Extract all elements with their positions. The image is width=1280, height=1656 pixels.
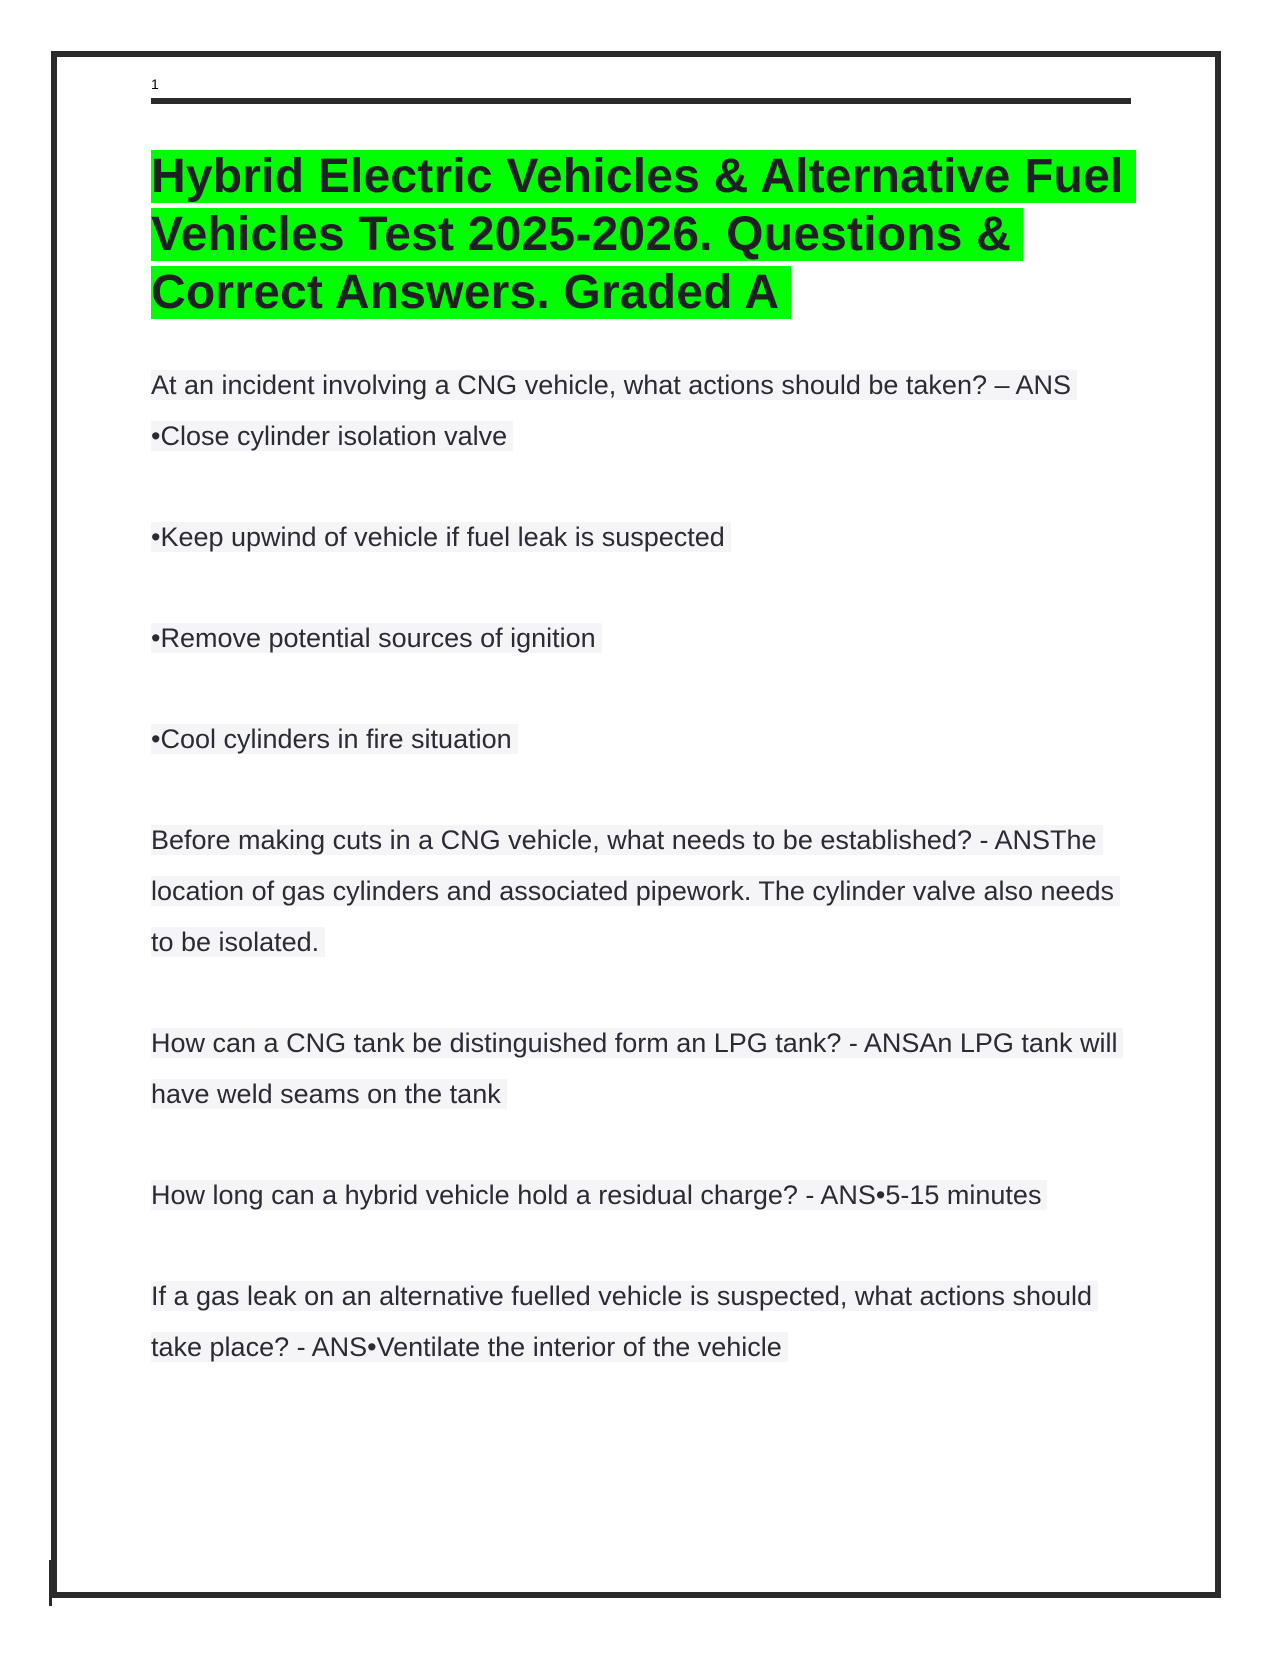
header-rule xyxy=(151,98,1131,104)
page-number: 1 xyxy=(151,76,159,92)
qa-item-cng-incident-question: At an incident involving a CNG vehicle, what actions should be taken? – ANS xyxy=(151,360,1131,411)
qa-item-gas-leak: If a gas leak on an alternative fuelled vehicle is suspected, what actions should take place? - ANS•Ventilate the interior of the vehicle xyxy=(151,1271,1131,1373)
qa-item-bullet-remove-ignition: •Remove potential sources of ignition xyxy=(151,613,1131,664)
document-title xyxy=(151,148,1131,322)
qa-item-bullet-keep-upwind: •Keep upwind of vehicle if fuel leak is suspected xyxy=(151,512,1131,563)
qa-item-bullet-close-valve: •Close cylinder isolation valve xyxy=(151,411,1131,462)
document-title-text: Hybrid Electric Vehicles & Alternative Fuel Vehicles Test 2025-2026. Questions & Correct Answers. Graded A xyxy=(151,150,1136,319)
qa-item-residual-charge: How long can a hybrid vehicle hold a residual charge? - ANS•5-15 minutes xyxy=(151,1170,1131,1221)
page-content xyxy=(151,76,1131,1373)
qa-item-cng-cuts: Before making cuts in a CNG vehicle, what needs to be established? - ANSThe location of gas cylinders and associated pipework. The cylinder valve also needs to be isolated. xyxy=(151,815,1131,968)
page-border-mark xyxy=(49,1560,52,1606)
qa-item-bullet-cool-cylinders: •Cool cylinders in fire situation xyxy=(151,714,1131,765)
qa-item-cng-vs-lpg: How can a CNG tank be distinguished form an LPG tank? - ANSAn LPG tank will have weld seams on the tank xyxy=(151,1018,1131,1120)
question-answer-list xyxy=(151,360,1131,1373)
